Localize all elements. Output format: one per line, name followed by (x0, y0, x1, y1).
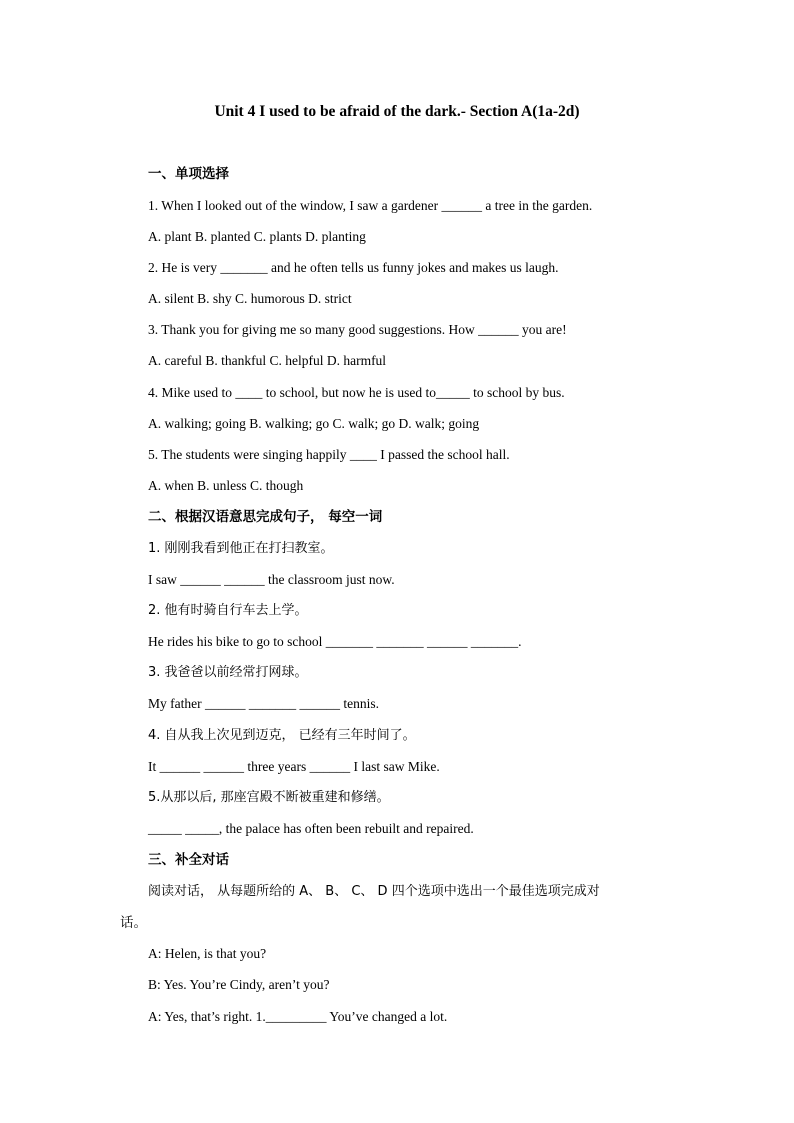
translation-1-chinese: 1. 刚刚我看到他正在打扫教室。 (148, 541, 334, 556)
page-title: Unit 4 I used to be afraid of the dark.- Section A(1a-2d) (214, 103, 580, 120)
question-5-stem: 5. The students were singing happily ____ I passed the school hall. (148, 447, 510, 462)
translation-2-chinese: 2. 他有时骑自行车去上学。 (148, 603, 308, 618)
translation-4-english: It ______ ______ three years ______ I last saw Mike. (148, 759, 440, 774)
question-2-stem: 2. He is very _______ and he often tells us funny jokes and makes us laugh. (148, 260, 559, 275)
question-1-options: A. plant B. planted C. plants D. planting (148, 229, 366, 244)
translation-2-english: He rides his bike to go to school _______ _______ ______ _______. (148, 634, 522, 649)
section3-heading: 三、补全对话 (148, 852, 229, 868)
section3-instruction-continued: 话。 (120, 915, 147, 931)
question-4-options: A. walking; going B. walking; go C. walk; go D. walk; going (148, 416, 480, 431)
question-4-stem: 4. Mike used to ____ to school, but now he is used to_____ to school by bus. (148, 385, 565, 400)
section1-heading: 一、单项选择 (148, 166, 229, 182)
section3-instruction: 阅读对话， 从每题所给的 A、 B、 C、 D 四个选项中选出一个最佳选项完成对 (148, 884, 600, 899)
translation-3-chinese: 3. 我爸爸以前经常打网球。 (148, 665, 308, 680)
translation-4-chinese: 4. 自从我上次见到迈克， 已经有三年时间了。 (148, 728, 416, 743)
question-5-options: A. when B. unless C. though (148, 478, 304, 493)
translation-5-chinese: 5.从那以后, 那座宫殿不断被重建和修缮。 (148, 790, 390, 805)
question-3-options: A. careful B. thankful C. helpful D. harmful (148, 353, 387, 368)
question-2-options: A. silent B. shy C. humorous D. strict (148, 291, 352, 306)
dialogue-line-2: B: Yes. You’re Cindy, aren’t you? (148, 977, 330, 992)
section2-heading: 二、根据汉语意思完成句子， 每空一词 (148, 509, 383, 525)
translation-5-english: _____ _____, the palace has often been rebuilt and repaired. (148, 821, 474, 836)
translation-1-english: I saw ______ ______ the classroom just now. (148, 572, 395, 587)
dialogue-line-3: A: Yes, that’s right. 1._________ You’ve changed a lot. (148, 1009, 448, 1024)
question-3-stem: 3. Thank you for giving me so many good suggestions. How ______ you are! (148, 322, 567, 337)
dialogue-line-1: A: Helen, is that you? (148, 946, 267, 961)
translation-3-english: My father ______ _______ ______ tennis. (148, 696, 379, 711)
question-1-stem: 1. When I looked out of the window, I saw a gardener ______ a tree in the garden. (148, 198, 593, 213)
